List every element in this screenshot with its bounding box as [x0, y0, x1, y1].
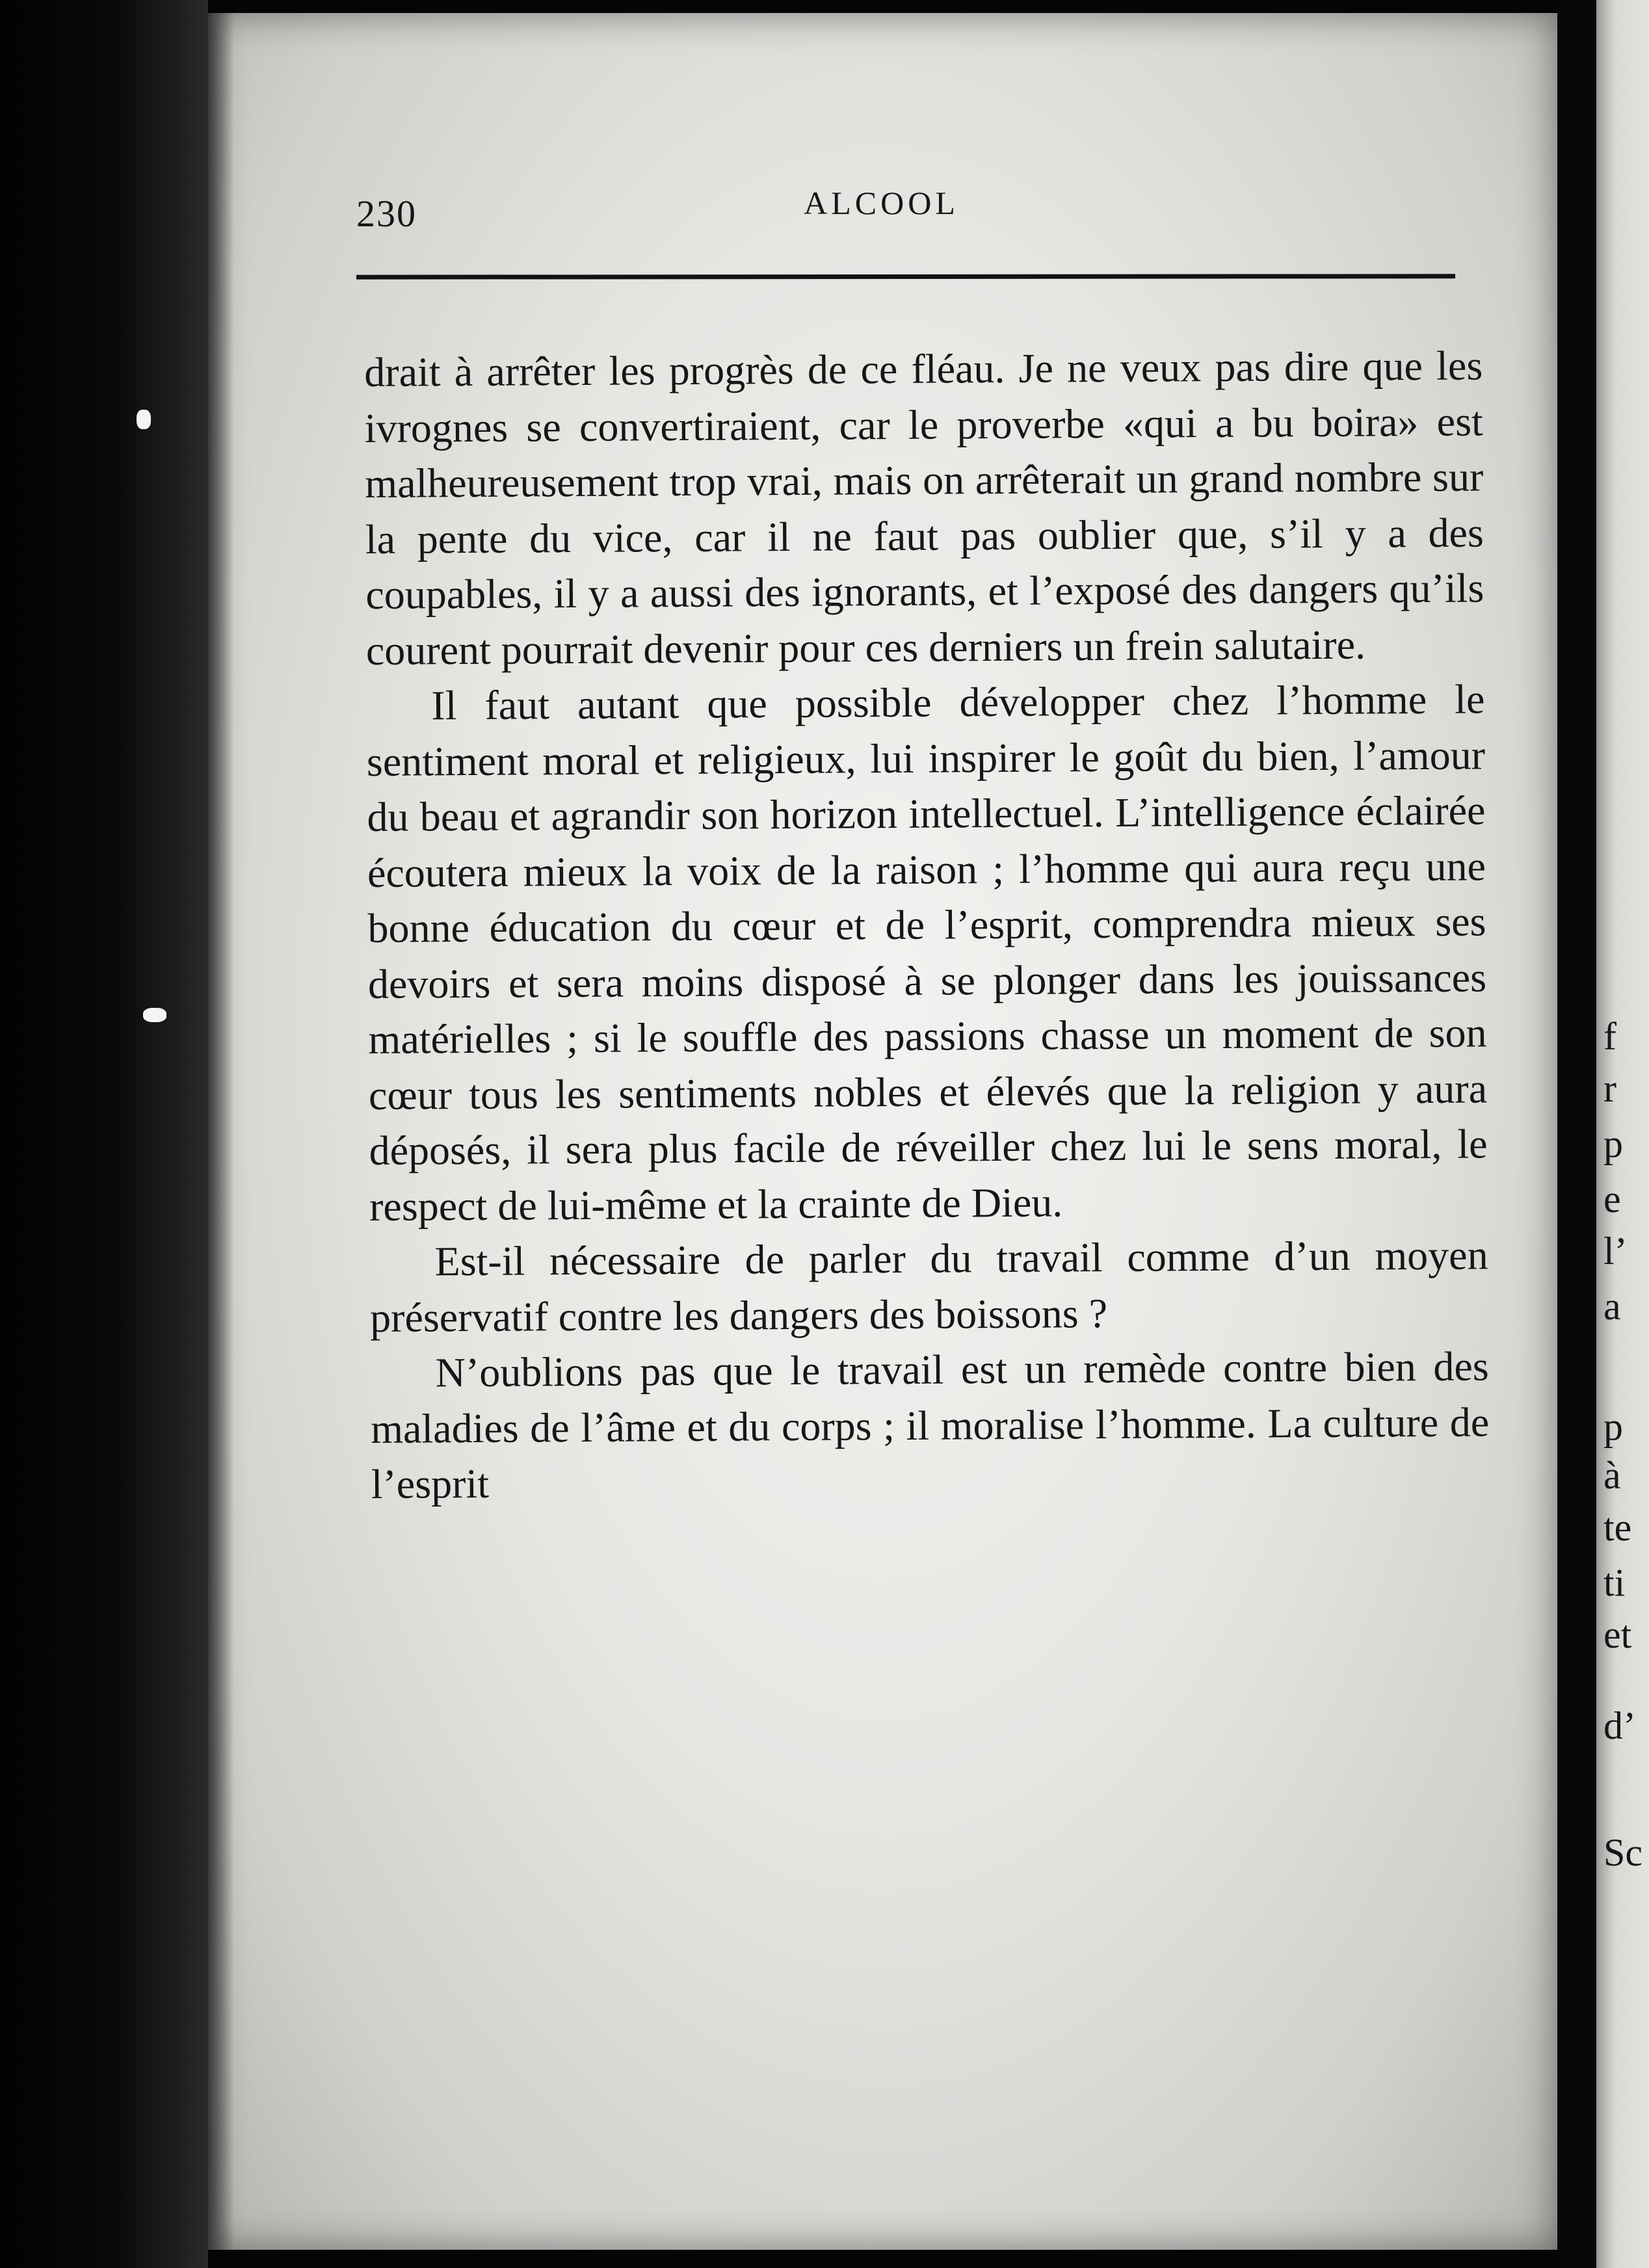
facing-page-fragment: r — [1603, 1067, 1616, 1110]
paragraph: N’oublions pas que le travail est un remède contre bien des maladies de l’âme et du corps ; il moralise l’homme. La culture de l’esprit — [370, 1343, 1490, 1507]
facing-page-fragment: p — [1603, 1405, 1623, 1448]
running-title: ALCOOL — [804, 185, 959, 221]
paragraph: Il faut autant que possible développer chez l’homme le sentiment moral et religieux, lui inspirer le goût du bien, l’amour du beau et agrandir son horizon intellectuel. L’intelligence éclairée écoutera mieux la voix de la raison ; l’homme qui aura reçu une bonne éducation du cœur et de l’esprit, comprendra mieux ses devoirs et sera moins disposé à se plonger dans les jouissances matérielles ; si le souffle des passions chasse un moment de son cœur tous les sentiments nobles et élevés que la religion y aura déposés, il sera plus facile de réveiller chez lui le sens moral, le respect de lui-même et la crainte de Dieu. — [366, 676, 1488, 1230]
facing-page-fragment: l’ — [1603, 1230, 1628, 1272]
facing-page-fragment: ti — [1603, 1561, 1626, 1604]
facing-page-fragment: a — [1603, 1285, 1621, 1328]
facing-page-fragment: te — [1603, 1506, 1632, 1549]
facing-page-fragment: à — [1603, 1454, 1621, 1497]
facing-page-fragments — [1601, 0, 1649, 2268]
facing-page-fragment: d’ — [1603, 1704, 1636, 1747]
body-text — [364, 337, 1490, 1512]
facing-page-fragment: f — [1603, 1015, 1616, 1058]
paragraph: drait à arrêter les progrès de ce fléau. Je ne veux pas dire que les ivrognes se convertiraient, car le proverbe «qui a bu boira» est malheureusement trop vrai, mais on arrêterait un grand nombre sur la pente du vice, car il ne faut pas oublier que, s’il y a des coupables, il y a aussi des ignorants, et l’exposé des dangers qu’ils courent pourrait devenir pour ces derniers un frein salutaire. — [364, 342, 1484, 674]
page-number: 230 — [356, 192, 417, 235]
facing-page-fragment: e — [1603, 1178, 1621, 1220]
facing-page-fragment: et — [1603, 1613, 1632, 1656]
paragraph: Est-il nécessaire de parler du travail comme d’un moyen préservatif contre les dangers des boissons ? — [369, 1232, 1488, 1341]
scan-speck — [143, 1008, 166, 1022]
facing-page-fragment: p — [1603, 1122, 1623, 1165]
scan-speck — [137, 410, 151, 429]
header-rule — [356, 274, 1455, 279]
left-page-edge — [0, 0, 208, 2268]
page-header — [356, 172, 1649, 244]
facing-page-fragment: Sc — [1603, 1831, 1642, 1874]
gutter-shadow — [1557, 0, 1596, 2268]
book-page — [208, 13, 1557, 2250]
